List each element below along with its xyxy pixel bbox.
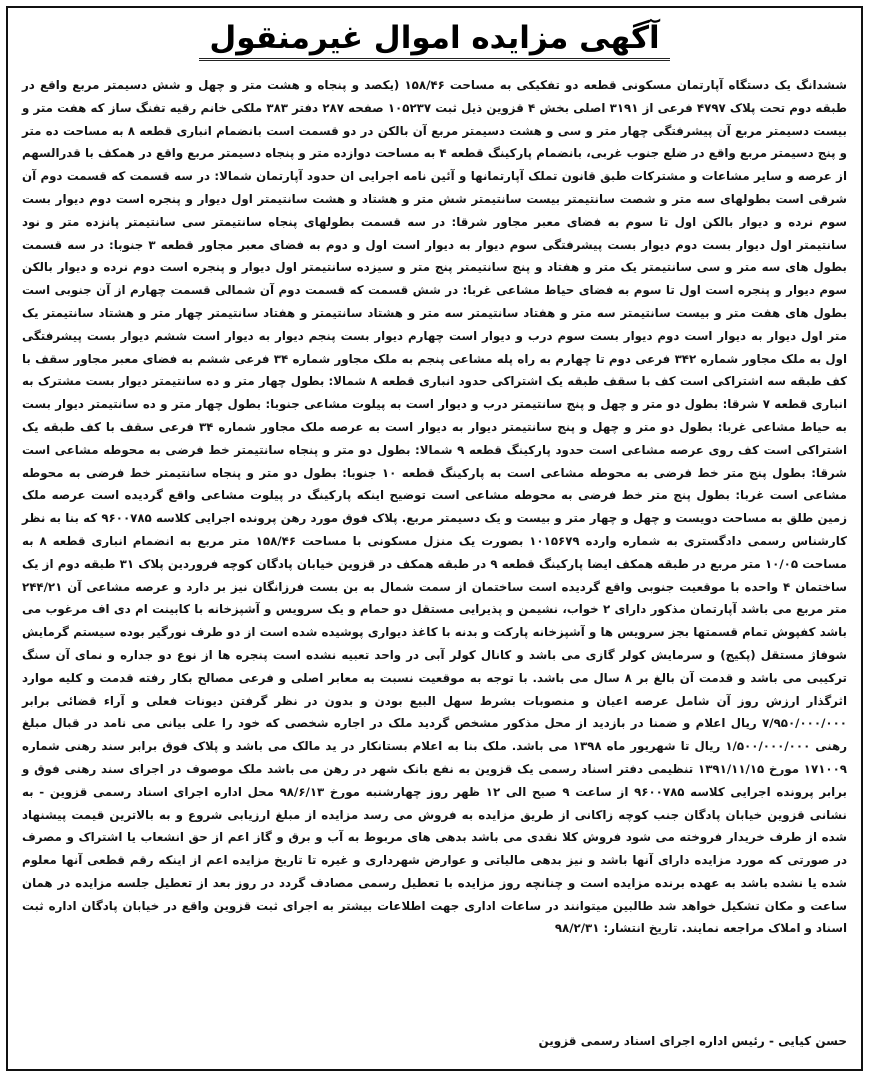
notice-title: آگهی مزایده اموال غیرمنقول	[199, 23, 669, 61]
notice-signature: حسن کیایی - رئیس اداره اجرای اسناد رسمی قزوین	[538, 1034, 847, 1048]
notice-body: ششدانگ یک دستگاه آپارتمان مسکونی قطعه دو تفکیکی به مساحت ۱۵۸/۴۶ (یکصد و پنجاه و هشت متر و چهل و شش دسیمتر مربع واقع در طبقه دوم تحت پلاک ۴۷۹۷ فرعی از ۳۱۹۱ اصلی بخش ۴ قزوین ذیل ثبت ۱۰۵۲۳۷ صفحه ۲۸۷ دفتر ۳۸۳ ملکی خانم رقیه تفنگ ساز که هفت متر و بیست دسیمتر مربع آن پیشرفتگی چهار متر و سی و هشت دسیمتر مربع آن بالکن در دو قسمت است بانضمام انباری قطعه ۸ به مساحت ده متر و پنج دسیمتر مربع واقع در ضلع جنوب غربی، بانضمام پارکینگ قطعه ۴ به مساحت دوازده متر و پنجاه دسیمتر مربع واقع در همکف با قدرالسهم از عرصه و سایر مشاعات و مشترکات طبق قانون تملک آپارتمانها و آئین نامه اجرایی ان حدود آپارتمان شمالا: در سه قسمت که قسمت دوم آن شرقی است بطولهای سه متر و شصت سانتیمتر بیست سانتیمتر شش متر و هشتاد و هشت سانتیمتر اول دیوار و پنجره است دوم دیوار بست سوم نرده و دیوار بالکن اول تا سوم به فضای معبر مجاور شرقا: در سه قسمت بطولهای پنجاه سانتیمتر سی سانتیمتر پانزده متر و نود سانتیمتر اول دیوار بست دوم دیوار بست پیشرفتگی سوم دیوار به دیوار است اول و دوم به فضای معبر مجاور قطعه ۳ جنوبا: در سه قسمت بطول های سه متر و سی سانتیمتر یک متر و هفتاد و پنج سانتیمتر پنج متر و سیزده سانتیمتر اول دیوار و پنجره است دوم نرده و دیوار بالکن سوم دیوار و پنجره است اول تا سوم به فضای حیاط مشاعی غربا: در شش قسمت که قسمت دوم آن شمالی قسمت چهارم از آن جنوبی است بطول های هفت متر و بیست سانتیمتر سه متر و هفتاد سانتیمتر سه متر و هشتاد سانتیمتر و هفتاد سانتیمتر چهار متر و هشتاد سانتیمتر یک متر اول دیوار به دیوار است دوم دیوار بست سوم درب و دیوار است چهارم دیوار بست پنجم دیوار به دیوار است ششم دیوار بست پیشرفتگی اول به ملک مجاور شماره ۳۴۲ فرعی دوم تا چهارم به راه پله مشاعی پنجم به ملک مجاور شماره ۳۴ فرعی ششم به فضای معبر مجاور سقف با کف طبقه سه اشتراکی است کف با سقف طبقه یک اشتراکی حدود انباری قطعه ۸ شمالا: بطول چهار متر و ده سانتیمتر دیوار بست مشترک به انباری قطعه ۷ شرقا: بطول دو متر و چهل و پنج سانتیمتر درب و دیوار است به پیلوت مشاعی جنوبا: بطول چهار متر و ده سانتیمتر دیوار بست به حیاط مشاعی غربا: بطول دو متر و چهل و پنج سانتیمتر دیوار به دیوار است به عرصه ملک مجاور شماره ۳۴ فرعی سقف با کف طبقه یک اشتراکی است کف روی عرصه مشاعی است حدود پارکینگ قطعه ۹ شمالا: بطول دو متر و پنجاه سانتیمتر خط فرضی به محوطه مشاعی است شرقا: بطول پنج متر خط فرضی به محوطه مشاعی است به پارکینگ قطعه ۱۰ جنوبا: بطول دو متر و پنجاه سانتیمتر خط فرضی به محوطه مشاعی است غربا: بطول پنج متر خط فرضی به محوطه مشاعی است توضیح اینکه پارکینگ در پیلوت مشاعی واقع گردیده است عرصه ملک زمین طلق به مساحت دویست و چهل و چهار متر و بیست و یک دسیمتر مربع. پلاک فوق مورد رهن پرونده اجرایی کلاسه ۹۶۰۰۷۸۵ که بنا به نظر کارشناس رسمی دادگستری به شماره وارده ۱۰۱۵۶۷۹ بصورت یک منزل مسکونی با مساحت ۱۵۸/۴۶ متر مربع به انضمام انباری قطعه ۸ به مساحت ۱۰/۰۵ متر مربع در طبقه همکف ایضا پارکینگ قطعه ۹ در طبقه همکف در قزوین خیابان پادگان کوچه فروردین پلاک ۳۱ طبقه دوم از یک ساختمان ۴ واحده با موقعیت جنوبی واقع گردیده است ساختمان از سمت شمال به بن بست فرزانگان نیز بر دارد و عرصه مشاعی آن ۲۴۴/۲۱ متر مربع می باشد آپارتمان مذکور دارای ۲ خواب، نشیمن و پذیرایی مستقل دو حمام و یک سرویس و آشپزخانه با کابینت ام دی اف مرغوب می باشد کفپوش تمام قسمتها بجز سرویس ها و آشپزخانه پارکت و بدنه با کاغذ دیواری پوشیده شده است از دو طرف نورگیر بوده سیستم گرمایش شوفاژ مستقل (پکیج) و سرمایش کولر گازی می باشد و کانال کولر آبی در واحد تعبیه نشده است پنجره ها از نوع دو جداره و نمای آن سنگ ترکیبی می باشد و قدمت آن بالغ بر ۸ سال می باشد. با توجه به موقعیت نسبت به معابر اصلی و فرعی مصالح بکار رفته قدمت و کلیه موارد اثرگذار ارزش روز آن شامل عرصه اعیان و منصوبات بشرط سهل البیع بودن و بدون در نظر گرفتن دیونات فعلی و آراء قضائی برابر ۷/۹۵۰/۰۰۰/۰۰۰ ریال اعلام و ضمنا در بازدید از محل مذکور مشخص گردید ملک در اجاره شخصی که خود را علی بیانی می نامد در قبال مبلغ رهنی ۱/۵۰۰/۰۰۰/۰۰۰ ریال تا شهریور ماه ۱۳۹۸ می باشد. ملک بنا به اعلام بستانکار در ید مالک می باشد و پلاک فوق برابر سند رهنی شماره ۱۷۱۰۰۹ مورخ ۱۳۹۱/۱۱/۱۵ تنظیمی دفتر اسناد رسمی یک قزوین به نفع بانک شهر در رهن می باشد ملک موصوف در اجرای سند رهنی فوق و برابر پرونده اجرایی کلاسه ۹۶۰۰۷۸۵ از ساعت ۹ صبح الی ۱۲ ظهر روز چهارشنبه مورخ ۹۸/۶/۱۳ محل اداره اجرای اسناد رسمی قزوین - به نشانی قزوین خیابان پادگان جنب کوچه زاکانی از طریق مزایده به فروش می رسد مزایده از مبلغ ارزیابی شروع و به بالاترین قیمت پیشنهاد شده از طرف خریدار فروخته می شود فروش کلا نقدی می باشد بدهی های مربوط به آب و برق و گاز اعم از حق انشعاب یا اشتراک و مصرف در صورتی که مورد مزایده دارای آنها باشد و نیز بدهی مالیاتی و عوارض شهرداری و غیره تا تاریخ مزایده اعم از اینکه رقم قطعی آنها معلوم شده یا نشده باشد به عهده برنده مزایده است و چنانچه روز مزایده با تعطیل رسمی مصادف گردد در روز بعد از تعطیل جلسه مزایده در همان ساعت و مکان تشکیل خواهد شد طالبین میتوانند در ساعات اداری جهت اطلاعات بیشتر به اجرای ثبت قزوین واقع در خیابان پادگان اداره ثبت اسناد و املاک مراجعه نمایند. تاریخ انتشار: ۹۸/۲/۳۱	[22, 78, 848, 936]
auction-notice	[6, 6, 863, 1071]
title-area	[8, 16, 861, 68]
